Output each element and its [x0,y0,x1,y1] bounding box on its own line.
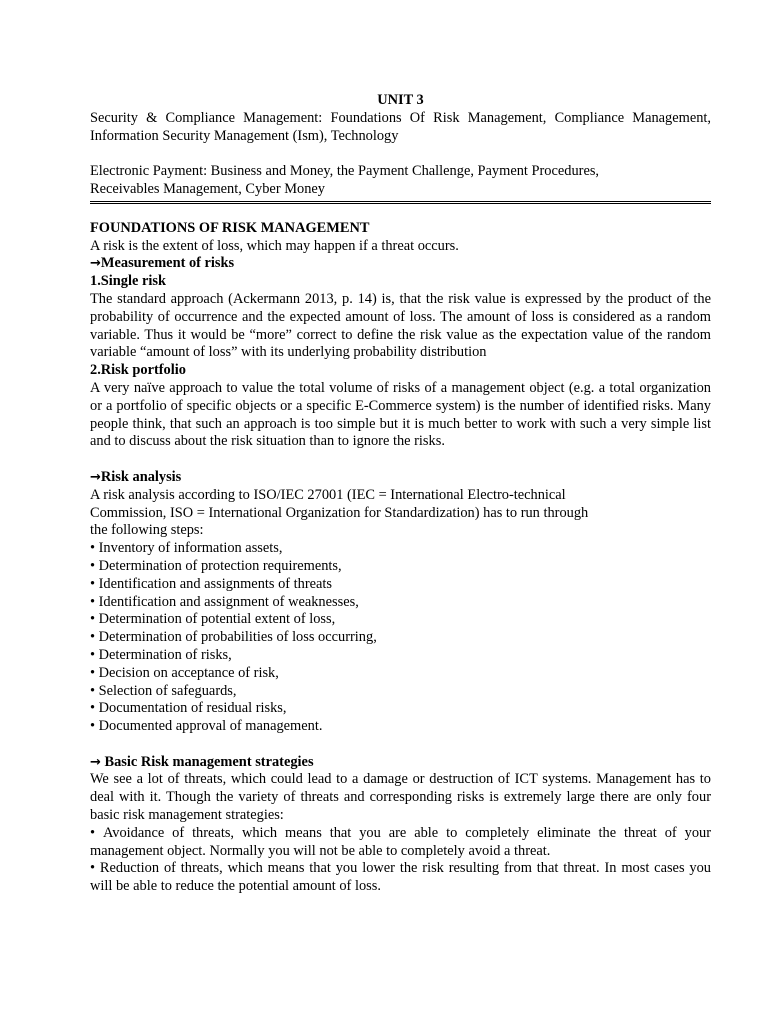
arrow-right-icon: → [90,754,101,770]
list-item [90,718,711,736]
section-title-foundations: FOUNDATIONS OF RISK MANAGEMENT [90,219,370,236]
bullet-icon: • [90,718,99,735]
list-item [90,540,711,558]
list-item [90,665,711,683]
arrow-right-icon: → [90,469,101,485]
list-item-text: Identification and assignments of threats [98,575,333,592]
list-item-text: Documented approval of management. [98,718,323,735]
unit-topics-security: Security & Compliance Management: Foundations Of Risk Management, Compliance Management, Information Security Management (Ism), Technology [90,109,711,144]
list-item-text: Determination of probabilities of loss occurring, [98,629,377,646]
bullet-icon: • [90,629,99,646]
bullet-icon: • [90,611,99,628]
list-item [90,558,711,576]
risk-analysis-intro-line3: the following steps: [90,522,204,539]
strategies-heading [90,754,711,772]
bullet-icon: • [90,557,99,574]
list-item-text: Inventory of information assets, [98,540,283,557]
list-item-text: Determination of protection requirements, [98,557,342,574]
unit-title: UNIT 3 [377,92,424,108]
risk-analysis-heading-label: Risk analysis [100,468,182,485]
arrow-right-icon: → [90,256,101,272]
bullet-icon: • [90,593,99,610]
list-item [90,700,711,718]
measurement-heading [90,255,711,273]
list-item [90,825,711,861]
risk-portfolio-text: A very naïve approach to value the total volume of risks of a management object (e.g. a total organization or a portfolio of specific objects or a specific E-Commerce system) is the number of identified risks. Many people think, that such an approach is too simple but it is much better to work with such a very simple list and to discuss about the risk situation than to ignore the risks. [90,379,711,450]
list-item [90,683,711,701]
risk-analysis-intro-line2: Commission, ISO = International Organization for Standardization) has to run through [90,504,589,521]
risk-analysis-steps [90,540,711,736]
bullet-icon: • [90,646,99,663]
strategies-heading-label: Basic Risk management strategies [100,753,314,770]
measurement-heading-label: Measurement of risks [100,255,235,272]
unit-topics-payment-line1: Electronic Payment: Business and Money, the Payment Challenge, Payment Procedures, [90,163,600,180]
strategies-list [90,825,711,896]
risk-definition: A risk is the extent of loss, which may happen if a threat occurs. [90,237,459,254]
document-page [90,92,711,896]
single-risk-text: The standard approach (Ackermann 2013, p. 14) is, that the risk value is expressed by the product of the probability of occurrence and the expected amount of loss. The amount of loss is considered as a random variable. Thus it would be “more” correct to define the risk value as the expectation value of the random variable “amount of loss” with its underlying probability distribution [90,290,711,361]
strategies-intro: We see a lot of threats, which could lead to a damage or destruction of ICT systems. Management has to deal with it. Though the variety of threats and corresponding risks is extremely large there are only four basic risk management strategies: [90,771,711,824]
list-item-text: Documentation of residual risks, [98,700,287,717]
list-item [90,594,711,612]
risk-analysis-intro-line1: A risk analysis according to ISO/IEC 27001 (IEC = International Electro-technical [90,486,566,503]
risk-portfolio-heading: 2.Risk portfolio [90,362,186,379]
list-item [90,860,711,896]
list-item-text: Identification and assignment of weaknesses, [98,593,359,610]
bullet-icon: • [90,540,99,557]
list-item [90,629,711,647]
list-item-text: Determination of risks, [98,646,232,663]
unit-topics-payment-line2: Receivables Management, Cyber Money [90,180,325,197]
bullet-icon: • [90,700,99,717]
list-item-text: Selection of safeguards, [98,682,237,699]
bullet-icon: • [90,682,99,699]
list-item-text: Reduction of threats, which means that you lower the risk resulting from that threat. In most cases you will be able to reduce the potential amount of loss. [90,860,712,895]
list-item [90,576,711,594]
list-item-text: Determination of potential extent of loss, [98,611,336,628]
bullet-icon: • [90,575,99,592]
single-risk-heading: 1.Single risk [90,273,166,290]
bullet-icon: • [90,824,103,841]
list-item-text: Avoidance of threats, which means that you are able to completely eliminate the threat of your management object. Normally you will not be able to completely avoid a threat. [90,824,711,859]
risk-analysis-heading [90,469,711,487]
list-item [90,611,711,629]
header-divider [90,201,711,204]
list-item-text: Decision on acceptance of risk, [98,664,279,681]
bullet-icon: • [90,860,100,877]
list-item [90,647,711,665]
bullet-icon: • [90,664,99,681]
unit-header [90,92,711,204]
